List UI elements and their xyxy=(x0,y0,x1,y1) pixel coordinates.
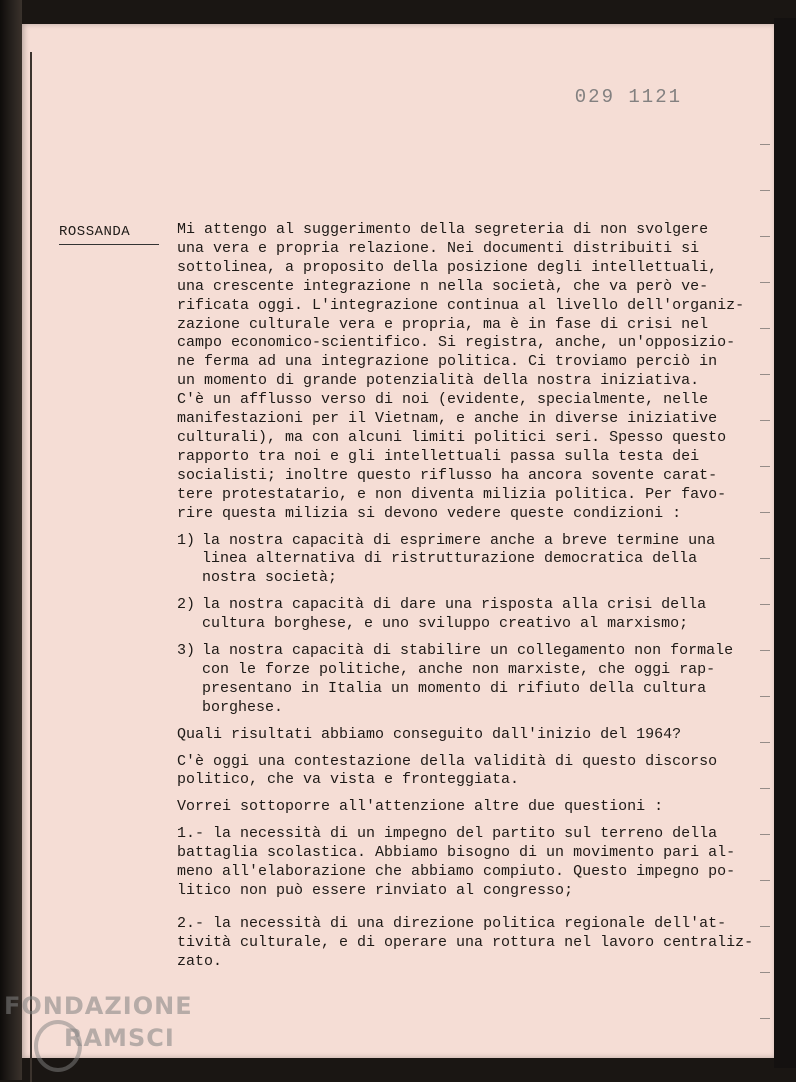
text-line: nostra società; xyxy=(202,569,338,587)
text-line: meno all'elaborazione che abbiamo compiuto. Questo impegno po- xyxy=(177,863,736,881)
item-number: 2) xyxy=(177,596,196,614)
text-line: borghese. xyxy=(202,698,284,716)
contestation-paragraph xyxy=(177,753,767,791)
text-line: la nostra capacità di stabilire un collegamento non formale xyxy=(202,642,734,660)
question-item-1 xyxy=(177,825,767,901)
item-number: 1) xyxy=(177,531,196,549)
text-line: una crescente integrazione n nella società, che va però ve- xyxy=(177,277,709,295)
text-line: socialisti; inoltre questo riflusso ha ancora sovente carat- xyxy=(177,466,718,484)
text-line: manifestazioni per il Vietnam, e anche in diverse iniziative xyxy=(177,410,718,428)
item-number: 3) xyxy=(177,642,196,660)
text-line: culturali), ma con alcuni limiti politici seri. Spesso questo xyxy=(177,428,727,446)
text-line: Quali risultati abbiamo conseguito dall'inizio del 1964? xyxy=(177,725,682,743)
text-line: campo economico-scientifico. Si registra, anche, un'opposizio- xyxy=(177,334,736,352)
text-line: tere protestatario, e non diventa milizia politica. Per favo- xyxy=(177,485,727,503)
text-line: battaglia scolastica. Abbiamo bisogno di un movimento pari al- xyxy=(177,844,736,862)
text-line: rire questa milizia si devono vedere queste condizioni : xyxy=(177,504,682,522)
text-line: litico non può essere rinviato al congresso; xyxy=(177,882,574,899)
text-line: politico, che va vista e fronteggiata. xyxy=(177,771,520,789)
item-number: 1.- xyxy=(177,825,205,843)
page xyxy=(22,24,774,1058)
text-line: presentano in Italia un momento di rifiuto della cultura xyxy=(202,679,707,697)
speaker-name: ROSSANDA xyxy=(59,224,131,240)
submit-paragraph xyxy=(177,798,767,817)
page-edge-shadow xyxy=(774,18,796,1068)
watermark-g-icon xyxy=(34,1020,82,1072)
text-line: linea alternativa di ristrutturazione democratica della xyxy=(202,550,698,568)
item-text: la necessità di un impegno del partito sul terreno della xyxy=(213,825,718,843)
text-line: zazione culturale vera e propria, ma è in fase di crisi nel xyxy=(177,315,709,333)
item-number: 2.- xyxy=(177,914,205,932)
question-paragraph xyxy=(177,726,767,745)
watermark-line-2: RAMSCI xyxy=(64,1024,175,1052)
intro-paragraph xyxy=(177,221,767,524)
question-item-2 xyxy=(177,915,767,972)
text-line xyxy=(177,915,767,934)
text-line: un momento di grande potenzialità della nostra iniziativa. xyxy=(177,372,700,390)
text-line: C'è un afflusso verso di noi (evidente, specialmente, nelle xyxy=(177,391,709,409)
text-line: Mi attengo al suggerimento della segreteria di non svolgere xyxy=(177,221,709,238)
item-text: la necessità di una direzione politica regionale dell'at- xyxy=(213,914,727,932)
text-line: rificata oggi. L'integrazione continua al livello dell'organiz- xyxy=(177,296,745,314)
condition-item-1 xyxy=(177,532,767,589)
margin-rule xyxy=(30,52,32,1082)
text-line: Vorrei sottoporre all'attenzione altre due questioni : xyxy=(177,798,664,816)
text-line: rapporto tra noi e gli intellettuali passa sulla testa dei xyxy=(177,447,700,465)
text-line: sottolinea, a proposito della posizione degli intellettuali, xyxy=(177,258,718,276)
text-line: C'è oggi una contestazione della validità di questo discorso xyxy=(177,752,718,770)
condition-item-2 xyxy=(177,596,767,634)
text-line: la nostra capacità di esprimere anche a breve termine una xyxy=(202,531,716,549)
text-line: una vera e propria relazione. Nei documenti distribuiti si xyxy=(177,239,700,257)
speaker-underline xyxy=(59,244,159,245)
text-line: zato. xyxy=(177,952,223,970)
condition-item-3 xyxy=(177,642,767,718)
text-line xyxy=(177,825,767,844)
text-line: la nostra capacità di dare una risposta alla crisi della xyxy=(202,596,707,614)
text-line: con le forze politiche, anche non marxiste, che oggi rap- xyxy=(202,660,716,678)
fondazione-gramsci-watermark xyxy=(4,990,193,1054)
binding-shadow xyxy=(0,0,22,1080)
text-line: tività culturale, e di operare una rottura nel lavoro centraliz- xyxy=(177,933,754,951)
document-body xyxy=(177,221,767,980)
text-line: cultura borghese, e uno sviluppo creativo al marxismo; xyxy=(202,615,689,633)
text-line: ne ferma ad una integrazione politica. Ci troviamo perciò in xyxy=(177,353,718,371)
archive-number: 029 1121 xyxy=(574,86,682,108)
watermark-line-1: FONDAZIONE xyxy=(4,992,193,1020)
